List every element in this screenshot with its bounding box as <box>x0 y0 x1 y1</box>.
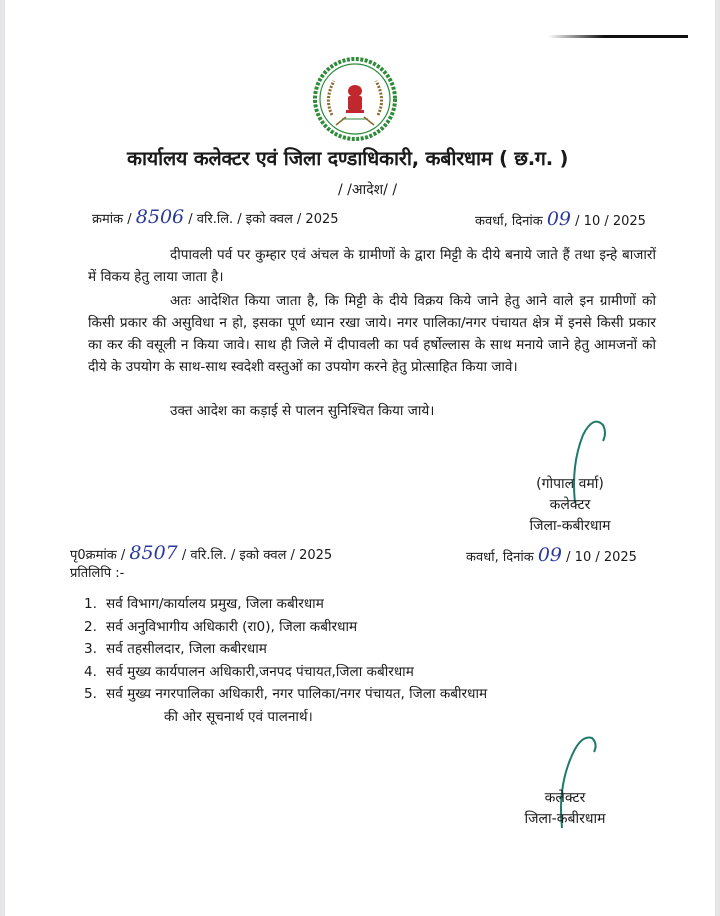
order-heading: / /आदेश/ / <box>338 182 398 198</box>
seal-emblem <box>346 85 364 113</box>
copy-label: प्रतिलिपि :- <box>70 566 125 581</box>
recipient-item: 1. सर्व विभाग/कार्यालय प्रमुख, जिला कबीरधाम <box>84 596 324 612</box>
paragraph-2: अतः आदेशित किया जाता है, कि मिट्टी के दीये विक्रय किये जाने हेतु आने वाले इन ग्रामीणों को किसी प्रकार की असुविधा न हो, इसका पूर्ण ध्यान रखा जाये। नगर पालिका/नगर पंचायत क्षेत्र में इनसे किसी प्रकार का कर की वसूली न किया जावे। साथ ही जिले में दीपावली का पर्व हर्षोल्लास के साथ मनाये जाने हेतु आमजनों को दीये के उपयोग के साथ-साथ स्वदेशी वस्तुओं का उपयोग करने हेतु प्रोत्साहित किया जावे। <box>88 293 656 375</box>
signatory-district: जिला-कबीरधाम <box>529 518 611 534</box>
copy-reference <box>70 542 332 564</box>
copy-ref-suffix: / वरि.लि. / इको क्वल / 2025 <box>181 548 333 563</box>
recipient-item: 3. सर्व तहसीलदार, जिला कबीरधाम <box>84 641 267 657</box>
recipients-list <box>84 593 487 728</box>
office-title: कार्यालय कलेक्टर एवं जिला दण्डाधिकारी, कबीरधाम ( छ.ग. ) <box>127 147 569 170</box>
chhattisgarh-government-seal <box>306 55 404 143</box>
copy-place-date-label: कवर्धा, दिनांक <box>466 550 534 565</box>
paragraph-3: उक्त आदेश का कड़ाई से पालन सुनिश्चित किया जाये। <box>170 403 435 419</box>
page-border-right <box>715 0 720 916</box>
recipient-item: 5. सर्व मुख्य नगरपालिका अधिकारी, नगर पालिका/नगर पंचायत, जिला कबीरधाम <box>84 686 488 702</box>
order-date-rest: / 10 / 2025 <box>575 214 646 229</box>
signature-block-1 <box>505 474 635 537</box>
copy-day-handwritten: 09 <box>537 544 563 566</box>
order-place-date-label: कवर्धा, दिनांक <box>475 214 543 229</box>
page-border-left <box>0 0 5 916</box>
recipients-closing: की ओर सूचनार्थ एवं पालनार्थ। <box>164 708 313 725</box>
order-date <box>475 208 646 230</box>
copy-ref-prefix: पृ0क्रमांक / <box>70 548 126 563</box>
order-reference <box>92 206 339 228</box>
signature-block-2 <box>500 788 630 830</box>
copy-date-rest: / 10 / 2025 <box>566 550 637 565</box>
paragraph-1: दीपावली पर्व पर कुम्हार एवं अंचल के ग्रामीणों के द्वारा मिट्टी के दीये बनाये जाते हैं तथा इन्हे बाजारों में विकय हेतु लाया जाता है। <box>88 247 656 285</box>
copy-number-handwritten: 8507 <box>129 542 178 564</box>
signatory-designation: कलेक्टर <box>549 497 591 513</box>
signatory-name: (गोपाल वर्मा) <box>536 476 604 492</box>
signatory-2-designation: कलेक्टर <box>544 790 586 806</box>
order-number-handwritten: 8506 <box>135 206 185 228</box>
order-ref-suffix: / वरि.लि. / इको क्वल / 2025 <box>188 212 339 227</box>
recipient-item: 4. सर्व मुख्य कार्यपालन अधिकारी,जनपद पंचायत,जिला कबीरधाम <box>84 663 414 680</box>
copy-date <box>466 544 637 566</box>
order-day-handwritten: 09 <box>546 208 572 230</box>
order-ref-prefix: क्रमांक / <box>92 212 132 227</box>
signatory-2-district: जिला-कबीरधाम <box>524 811 606 827</box>
top-rule-line <box>548 35 688 38</box>
recipient-item: 2. सर्व अनुविभागीय अधिकारी (रा0), जिला कबीरधाम <box>84 618 358 635</box>
